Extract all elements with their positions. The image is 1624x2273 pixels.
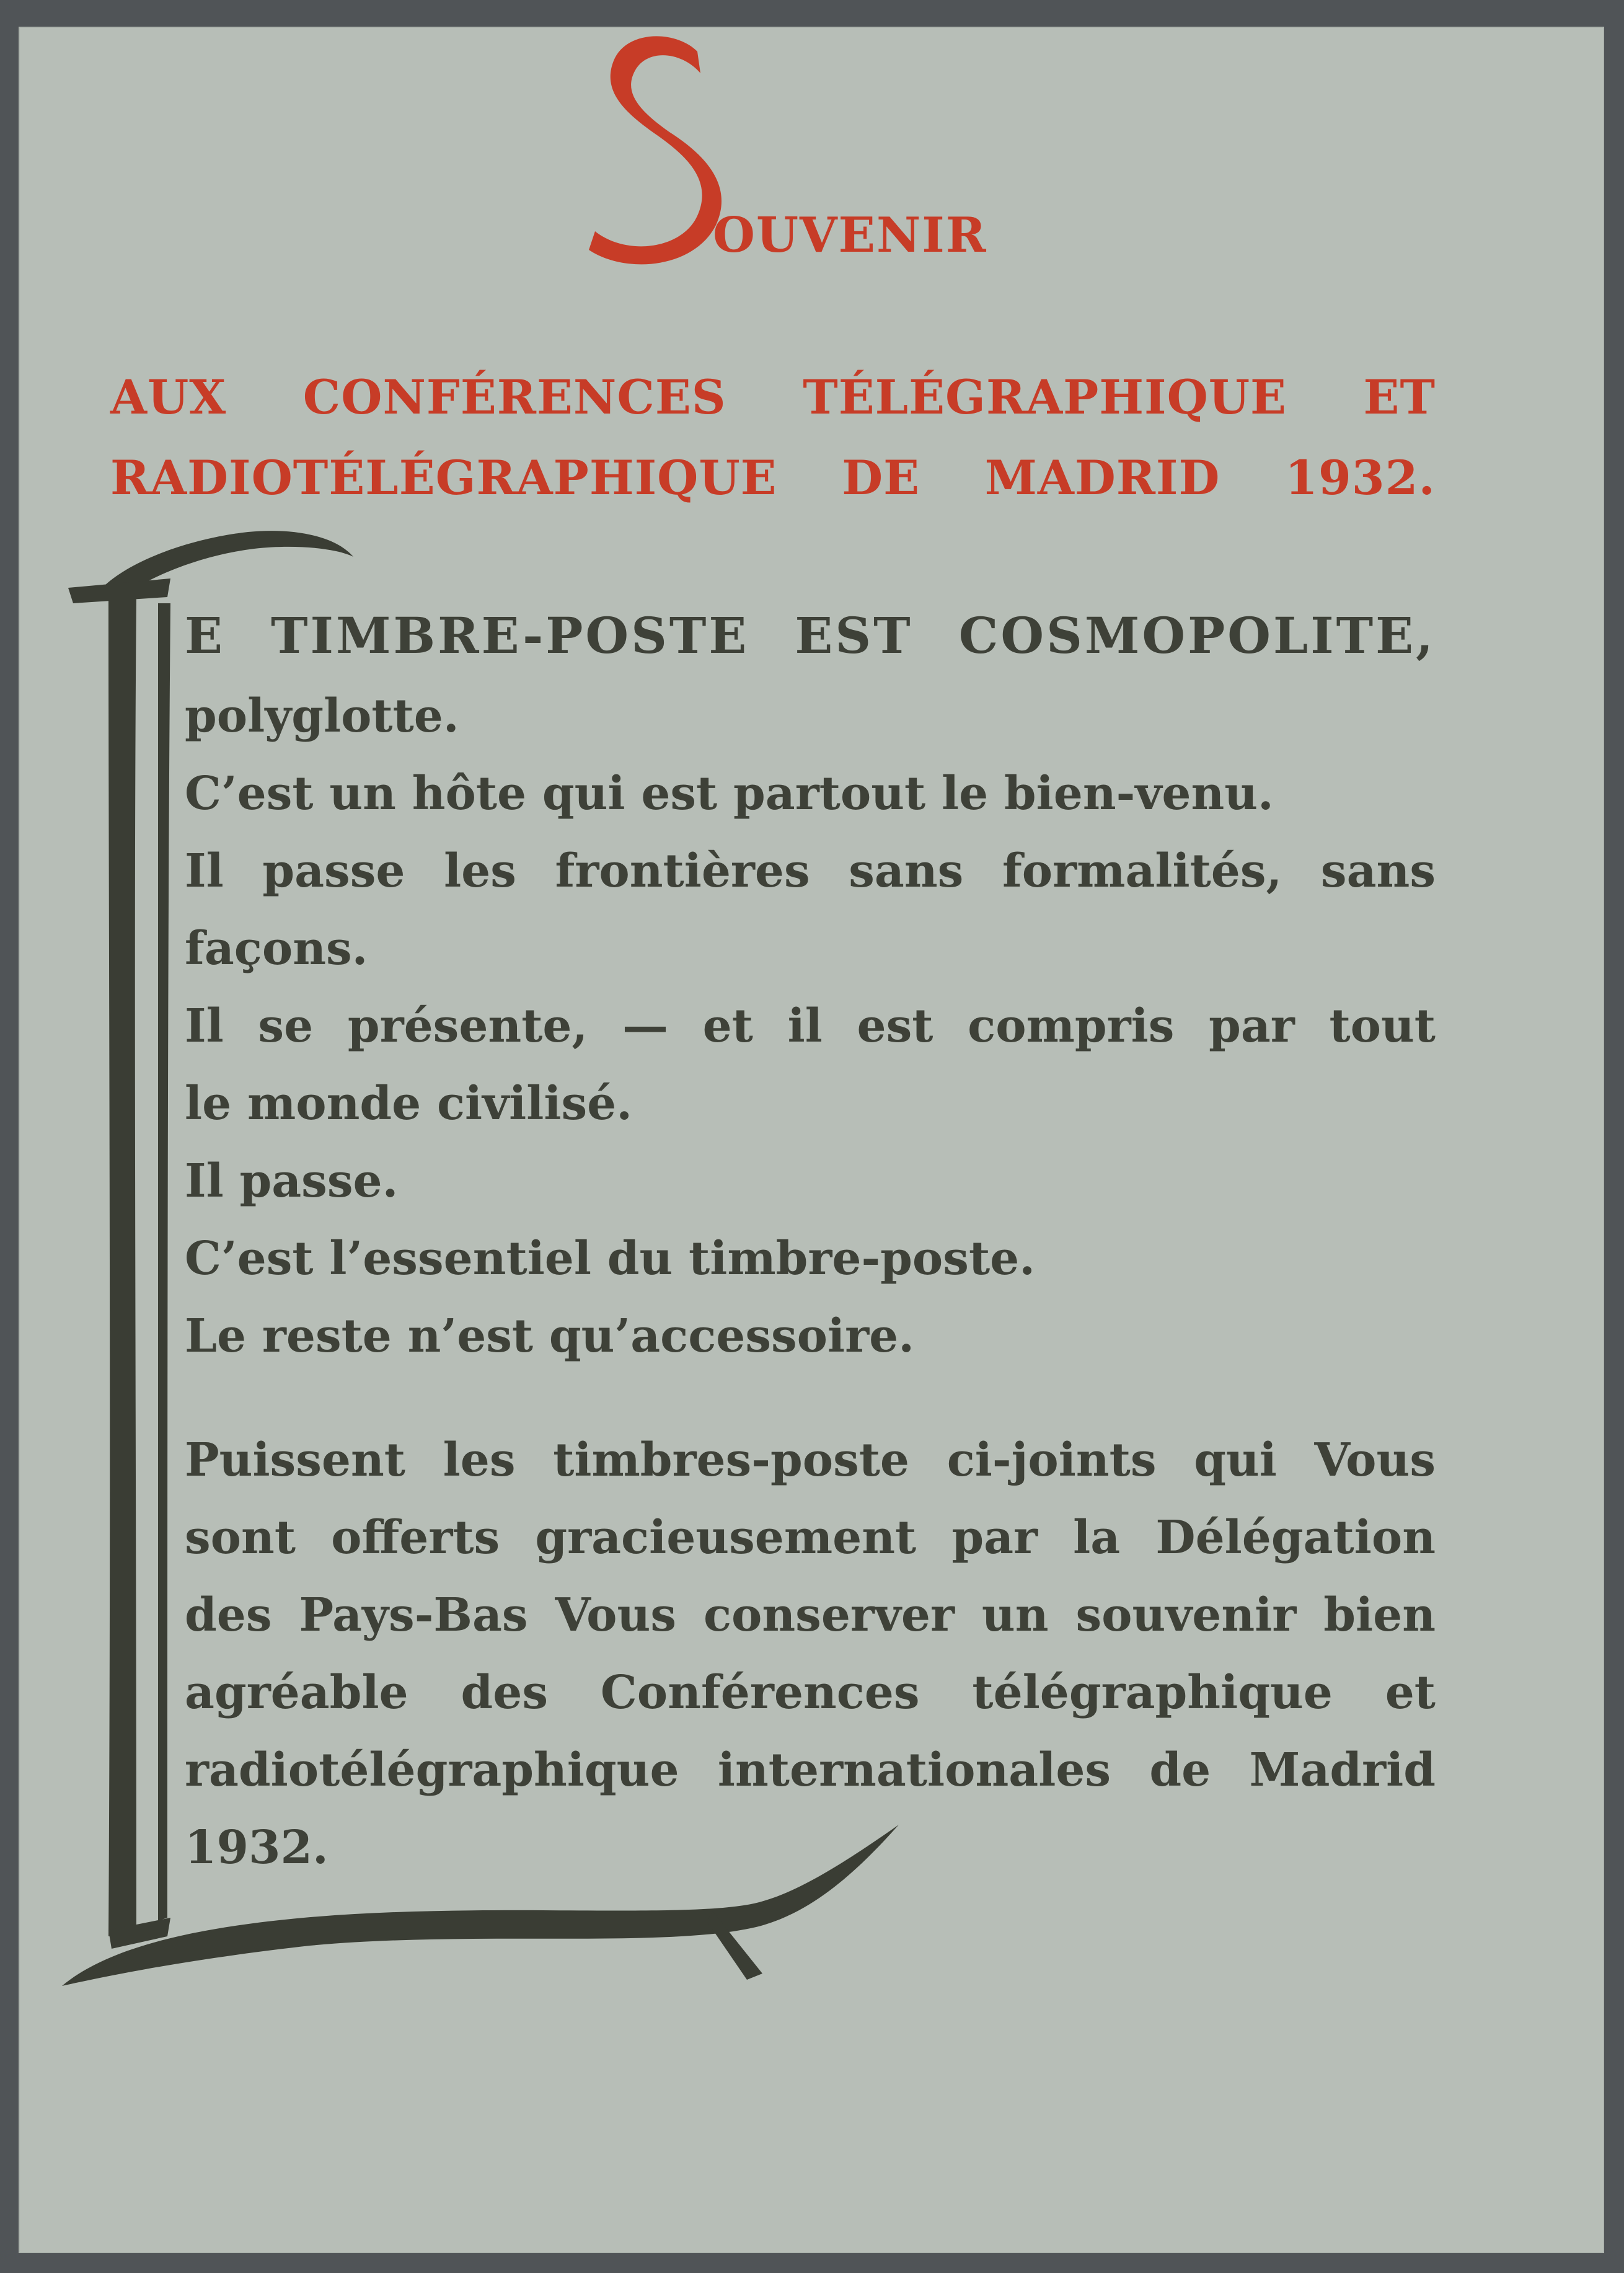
text-line: Il passe. — [185, 1154, 399, 1208]
text-line: C’est l’essentiel du timbre-poste. — [185, 1232, 1035, 1285]
text-line: radiotélégraphique internationales de Madrid — [185, 1744, 1436, 1797]
text-line: Puissent les timbres-poste ci-joints qui Vous — [185, 1433, 1436, 1487]
text-line: Le reste n’est qu’accessoire. — [185, 1309, 914, 1363]
text-line: sont offerts gracieusement par la Délégation — [185, 1511, 1436, 1564]
text-line: 1932. — [185, 1821, 329, 1874]
text-line: façons. — [185, 922, 368, 975]
text-line: des Pays-Bas Vous conserver un souvenir bien — [185, 1588, 1436, 1642]
text-line: agréable des Conférences télégraphique et — [185, 1666, 1436, 1719]
souvenir-card — [19, 27, 1604, 2253]
souvenir-title-rest: OUVENIR — [713, 207, 987, 264]
text-line: E TIMBRE-POSTE EST COSMOPOLITE, — [185, 606, 1436, 665]
text-line: le monde civilisé. — [185, 1077, 633, 1130]
title-line-1: AUX CONFÉRENCES TÉLÉGRAPHIQUE ET — [110, 370, 1436, 425]
text-line: Il passe les frontières sans formalités, sans — [185, 844, 1436, 898]
title-line-2: RADIOTÉLÉGRAPHIQUE DE MADRID 1932. — [110, 450, 1436, 505]
text-line: Il se présente, — et il est compris par tout — [185, 999, 1436, 1053]
text-line: C’est un hôte qui est partout le bien-venu. — [185, 767, 1274, 820]
initial-s-decoration — [570, 27, 731, 268]
text-line: polyglotte. — [185, 689, 459, 743]
